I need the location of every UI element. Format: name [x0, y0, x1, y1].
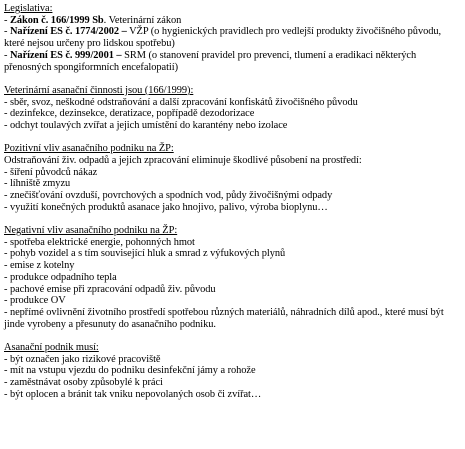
- spacer: [4, 132, 462, 144]
- spacer: [4, 213, 462, 225]
- item-prefix: -: [4, 49, 10, 61]
- spacer: [4, 73, 462, 85]
- list-item: - mít na vstupu vjezdu do podniku desinfekční jámy a rohože: [4, 365, 256, 377]
- spacer: [4, 330, 462, 342]
- law-name: Zákon č. 166/1999 Sb: [9, 14, 104, 26]
- section-heading: Asanační podnik musí:: [4, 341, 99, 353]
- section-heading: Veterinární asanační činnosti jsou (166/1999):: [4, 84, 194, 96]
- law-description: . Veterinární zákon: [103, 14, 182, 26]
- list-item: - šíření původců nákaz: [4, 166, 98, 178]
- law-description: VŽP (o hygienických pravidlech pro vedlejší produkty živočišného původu, které nejsou určeny pro lidskou spotřebu): [4, 26, 442, 50]
- list-item: - spotřeba elektrické energie, pohonných hmot: [4, 236, 195, 248]
- list-item: - zaměstnávat osoby způsobylé k práci: [4, 377, 163, 389]
- list-item: - dezinfekce, dezinsekce, deratizace, popřípadě dezodorizace: [4, 108, 255, 120]
- list-item: [4, 50, 462, 73]
- law-name: Nařízení ES č. 1774/2002 –: [9, 26, 127, 38]
- list-item: - emise z kotelny: [4, 260, 75, 272]
- section-pozitivni-vliv: [4, 143, 462, 213]
- list-item: - využití konečných produktů asanace jako hnojivo, palivo, výroba bioplynu…: [4, 201, 328, 213]
- list-item: - pachové emise při zpracování odpadů živ. původu: [4, 283, 216, 295]
- document-page: [4, 3, 462, 400]
- section-heading: Pozitivní vliv asanačního podniku na ŽP:: [4, 143, 174, 155]
- list-item: - odchyt toulavých zvířat a jejich umístění do karantény nebo izolace: [4, 119, 288, 131]
- section-heading: Legislativa:: [4, 3, 53, 14]
- law-name: Nařízení ES č. 999/2001 –: [9, 49, 122, 61]
- list-item: - být označen jako rizikové pracoviště: [4, 353, 161, 365]
- list-item: - produkce odpadního tepla: [4, 271, 117, 283]
- list-item: - nepřímé ovlivnění životního prostředí spotřebou různých materiálů, náhradních dílů apod., které musí být jinde vyrobeny a přesunuty do asanačního podniku.: [4, 306, 444, 330]
- section-negativni-vliv: [4, 225, 462, 330]
- list-item: - líhniště zmyzu: [4, 178, 71, 190]
- list-item: - sběr, svoz, neškodné odstraňování a další zpracování konfiskátů živočišného původu: [4, 96, 358, 108]
- list-item: [4, 26, 462, 49]
- list-item: - produkce OV: [4, 295, 66, 307]
- law-description: SRM (o stanovení pravidel pro prevenci, tlumení a eradikaci některých přenosných spongiformních encefalopatií): [4, 49, 417, 73]
- list-item: [4, 15, 462, 27]
- section-heading: Negativní vliv asanačního podniku na ŽP:: [4, 225, 178, 237]
- section-asanacni-podnik: [4, 342, 462, 401]
- item-prefix: -: [4, 26, 10, 38]
- list-item: - být oplocen a bránit tak vniku nepovolaných osob či zvířat…: [4, 388, 262, 400]
- item-prefix: -: [4, 14, 10, 26]
- section-asanacni-cinnosti: [4, 85, 462, 132]
- list-item: - znečišťování ovzduší, povrchových a spodních vod, půdy živočišnými odpady: [4, 190, 333, 202]
- list-item: - pohyb vozidel a s tím související hluk a smrad z výfukových plynů: [4, 248, 286, 260]
- section-legislativa: [4, 3, 462, 73]
- section-intro: Odstraňování živ. odpadů a jejich zpracování eliminuje škodlivé působení na prostředí:: [4, 154, 362, 166]
